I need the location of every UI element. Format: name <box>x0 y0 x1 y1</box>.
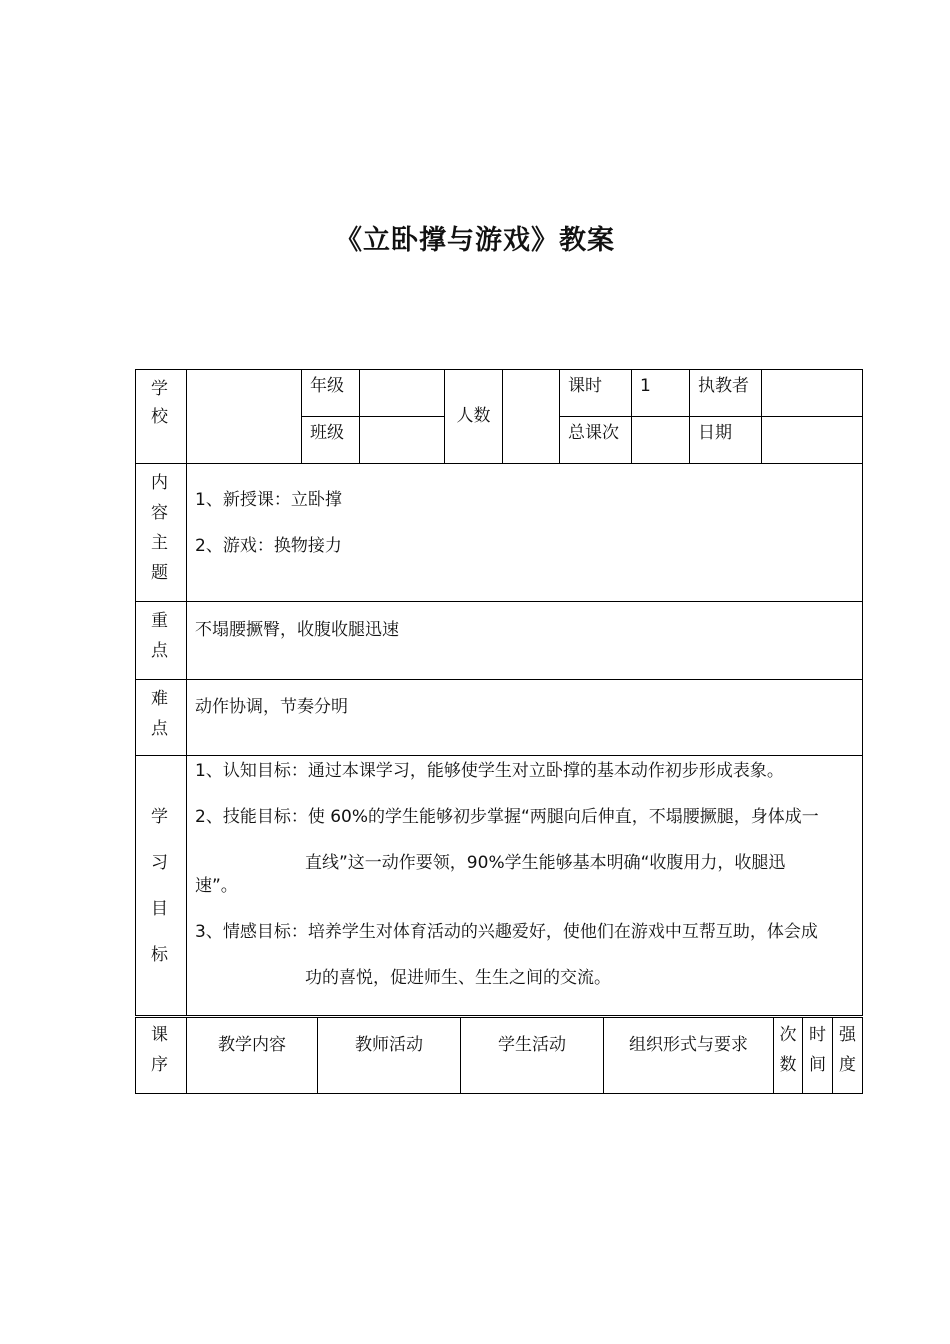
goals-label: 学 习 目 标 <box>136 756 187 1016</box>
teacher-label: 执教者 <box>690 370 762 417</box>
goal-skill-line1: 2、技能目标：使 60%的学生能够初步掌握“两腿向后伸直，不塌腰撅腿，身体成一 <box>195 807 819 827</box>
col-count: 次 数 <box>774 1018 803 1094</box>
order-label: 课 序 <box>136 1018 187 1094</box>
period-label: 课时 <box>560 370 632 417</box>
col-teaching-content: 教学内容 <box>187 1018 318 1094</box>
col-organization: 组织形式与要求 <box>604 1018 774 1094</box>
content-item-2: 2、游戏：换物接力 <box>195 536 342 557</box>
content-label: 内 容 主 题 <box>136 464 187 602</box>
key-label: 重 点 <box>136 602 187 680</box>
difficulty-text: 动作协调，节奏分明 <box>187 680 863 756</box>
content-item-1: 1、新授课：立卧撑 <box>195 490 342 510</box>
goals-cell <box>187 756 863 1016</box>
content-cell <box>187 464 863 602</box>
people-value <box>503 370 560 464</box>
col-intensity: 强 度 <box>833 1018 863 1094</box>
people-label: 人数 <box>445 370 503 464</box>
class-value <box>360 417 445 464</box>
header-table <box>135 369 863 464</box>
col-teacher-activity: 教师活动 <box>318 1018 461 1094</box>
goal-cognitive: 1、认知目标：通过本课学习，能够使学生对立卧撑的基本动作初步形成表象。 <box>195 761 784 781</box>
school-value <box>187 370 302 464</box>
date-label: 日期 <box>690 417 762 464</box>
difficulty-label: 难 点 <box>136 680 187 756</box>
key-text: 不塌腰撅臀，收腹收腿迅速 <box>187 602 863 680</box>
total-value <box>632 417 690 464</box>
goal-affective-line1: 3、情感目标：培养学生对体育活动的兴趣爱好，使他们在游戏中互帮互助，体会成 <box>195 922 818 942</box>
goal-affective-line2: 功的喜悦，促进师生、生生之间的交流。 <box>305 968 611 988</box>
lesson-table <box>135 1017 863 1094</box>
goal-skill-line2: 直线”这一动作要领，90%学生能够基本明确“收腹用力，收腿迅 <box>305 853 786 873</box>
period-value: 1 <box>632 370 690 417</box>
total-label: 总课次 <box>560 417 632 464</box>
goal-skill-line3: 速”。 <box>195 876 238 896</box>
grade-value <box>360 370 445 417</box>
class-label: 班级 <box>302 417 360 464</box>
school-label: 学 校 <box>136 370 187 464</box>
grade-label: 年级 <box>302 370 360 417</box>
body-table <box>135 463 863 1016</box>
col-time: 时 间 <box>803 1018 833 1094</box>
teacher-value <box>762 370 863 417</box>
col-student-activity: 学生活动 <box>461 1018 604 1094</box>
date-value <box>762 417 863 464</box>
document-title: 《立卧撑与游戏》教案 <box>335 225 615 256</box>
